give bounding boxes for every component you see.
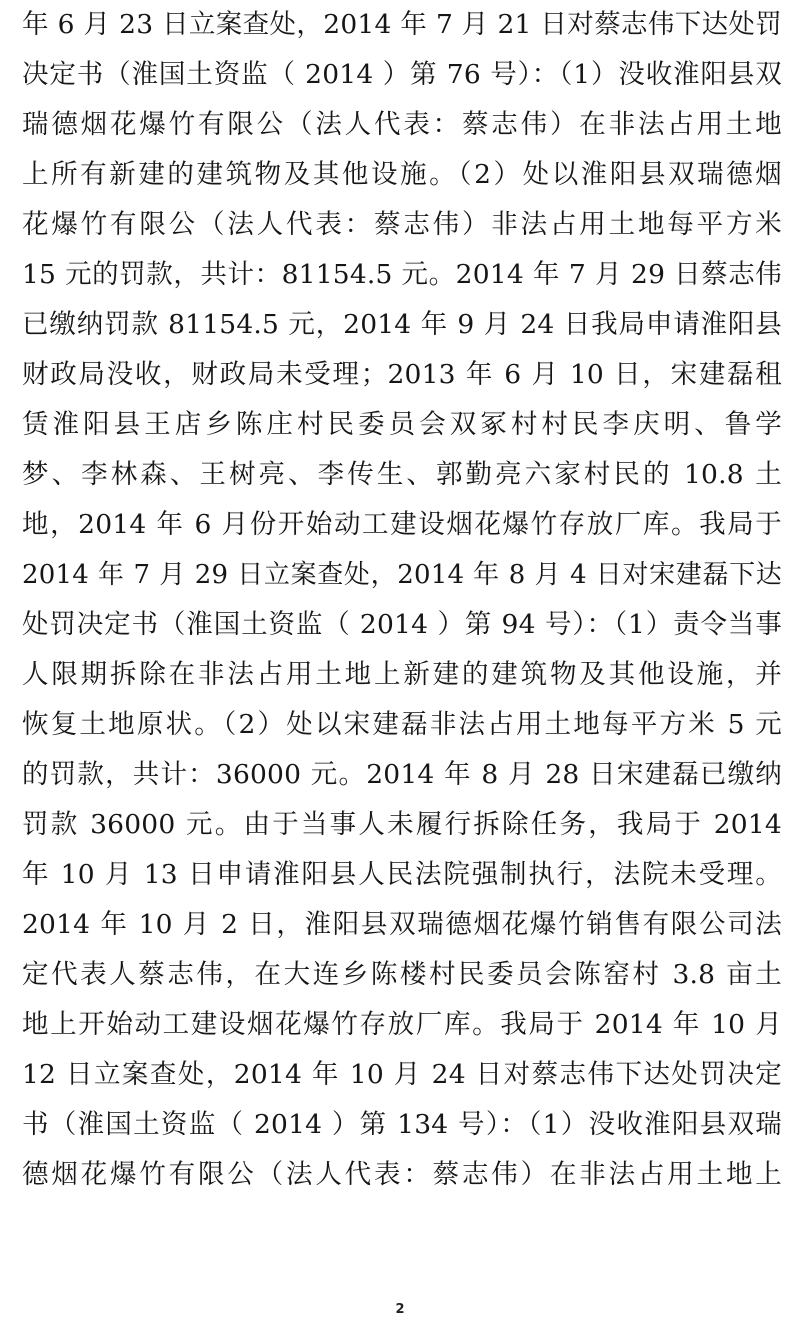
text-line: 花爆竹有限公（法人代表：蔡志伟）非法占用土地每平方米 [22,209,782,240]
text-line: 年 10 月 13 日申请淮阳县人民法院强制执行，法院未受理。 [22,859,782,890]
text-line: 德烟花爆竹有限公（法人代表：蔡志伟）在非法占用土地上 [22,1159,782,1190]
text-line: 瑞德烟花爆竹有限公（法人代表：蔡志伟）在非法占用土地 [22,109,782,140]
body-text [22,0,782,1200]
text-line: 恢复土地原状。（2）处以宋建磊非法占用土地每平方米 5 元 [22,709,782,740]
text-line: 2014 年 10 月 2 日，淮阳县双瑞德烟花爆竹销售有限公司法 [22,909,782,940]
text-line: 15 元的罚款，共计：81154.5 元。2014 年 7 月 29 日蔡志伟 [22,259,782,290]
text-line: 财政局没收，财政局未受理；2013 年 6 月 10 日，宋建磊租 [22,359,782,390]
text-line: 定代表人蔡志伟，在大连乡陈楼村民委员会陈窑村 3.8 亩土 [22,959,782,990]
text-line: 人限期拆除在非法占用土地上新建的建筑物及其他设施，并 [22,659,782,690]
text-line: 梦、李林森、王树亮、李传生、郭勤亮六家村民的 10.8 土 [22,459,782,490]
text-line: 12 日立案查处，2014 年 10 月 24 日对蔡志伟下达处罚决定 [22,1059,782,1090]
text-line: 处罚决定书（淮国土资监（ 2014 ）第 94 号）：（1）责令当事 [22,609,782,640]
text-line: 书（淮国土资监（ 2014 ）第 134 号）：（1）没收淮阳县双瑞 [22,1109,782,1140]
page-number: 2 [395,1302,405,1317]
text-line: 的罚款，共计：36000 元。2014 年 8 月 28 日宋建磊已缴纳 [22,759,782,790]
text-line: 上所有新建的建筑物及其他设施。（2）处以淮阳县双瑞德烟 [22,159,782,190]
text-line: 已缴纳罚款 81154.5 元，2014 年 9 月 24 日我局申请淮阳县 [22,309,782,340]
text-line: 年 6 月 23 日立案查处，2014 年 7 月 21 日对蔡志伟下达处罚 [22,9,782,40]
text-line: 罚款 36000 元。由于当事人未履行拆除任务，我局于 2014 [22,809,782,840]
text-line: 地，2014 年 6 月份开始动工建设烟花爆竹存放厂库。我局于 [22,509,782,540]
text-line: 2014 年 7 月 29 日立案查处，2014 年 8 月 4 日对宋建磊下达 [22,560,782,590]
text-line: 赁淮阳县王店乡陈庄村民委员会双冢村村民李庆明、鲁学 [22,409,782,440]
text-line: 地上开始动工建设烟花爆竹存放厂库。我局于 2014 年 10 月 [22,1009,782,1040]
text-line: 决定书（淮国土资监（ 2014 ）第 76 号）：（1）没收淮阳县双 [22,59,782,90]
